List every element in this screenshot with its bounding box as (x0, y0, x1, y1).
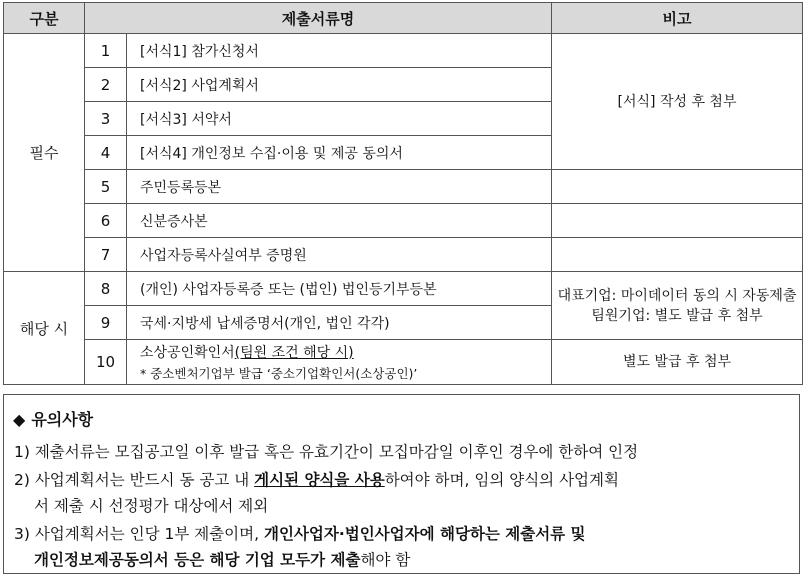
doc-name: [서식3] 서약서 (127, 102, 552, 136)
row-number: 8 (85, 272, 127, 306)
doc-name: [서식1] 참가신청서 (127, 34, 552, 68)
row-number: 2 (85, 68, 127, 102)
doc-name: 신분증사본 (127, 204, 552, 238)
table-row (4, 340, 803, 385)
documents-table (3, 2, 803, 385)
doc-sub-note: * 중소벤처기업부 발급 ‘중소기업확인서(소상공인)’ (140, 366, 418, 381)
category-if-applicable: 해당 시 (4, 272, 85, 385)
doc-name: [서식2] 사업계획서 (127, 68, 552, 102)
remark-separate: 별도 발급 후 첨부 (552, 340, 803, 385)
table-header-row (4, 3, 803, 34)
doc-name: [서식4] 개인정보 수집·이용 및 제공 동의서 (127, 136, 552, 170)
notes-box (3, 394, 800, 574)
table-row (4, 204, 803, 238)
row-number: 10 (85, 340, 127, 385)
row-number: 5 (85, 170, 127, 204)
remark-forms: [서식] 작성 후 첨부 (552, 34, 803, 170)
doc-name: (개인) 사업자등록증 또는 (법인) 법인등기부등본 (127, 272, 552, 306)
doc-name: 주민등록등본 (127, 170, 552, 204)
table-row (4, 238, 803, 272)
table-row (4, 170, 803, 204)
remark-empty (552, 170, 803, 204)
header-category: 구분 (4, 3, 85, 34)
row-number: 1 (85, 34, 127, 68)
note-item-1: 1) 제출서류는 모집공고일 이후 발급 혹은 유효기간이 모집마감일 이후인 경우에 한하여 인정 (14, 443, 639, 461)
row-number: 4 (85, 136, 127, 170)
doc-name: 국세·지방세 납세증명서(개인, 법인 각각) (127, 306, 552, 340)
header-remarks: 비고 (552, 3, 803, 34)
header-doc-name: 제출서류명 (85, 3, 552, 34)
row-number: 6 (85, 204, 127, 238)
table-row (4, 272, 803, 306)
remark-mydata-line2: 팀원기업: 별도 발급 후 첨부 (591, 307, 763, 324)
note-item-3: 3) 사업계획서는 인당 1부 제출이며, 개인사업자·법인사업자에 해당하는 제출서류 및 개인정보제공동의서 등은 해당 기업 모두가 제출해야 함 (14, 525, 586, 569)
doc-name-condition: (팀원 조건 해당 시) (234, 345, 354, 361)
doc-name: 사업자등록사실여부 증명원 (127, 238, 552, 272)
remark-empty (552, 238, 803, 272)
doc-name (127, 340, 552, 385)
row-number: 9 (85, 306, 127, 340)
notes-title: ◆ 유의사항 (13, 410, 94, 429)
remark-empty (552, 204, 803, 238)
diamond-icon: ◆ (13, 410, 26, 429)
table-row (4, 34, 803, 68)
doc-name-prefix: 소상공인확인서 (140, 345, 235, 361)
remark-mydata (552, 272, 803, 340)
row-number: 3 (85, 102, 127, 136)
category-required: 필수 (4, 34, 85, 272)
remark-mydata-line1: 대표기업: 마이데이터 동의 시 자동제출 (557, 287, 797, 304)
note-item-2: 2) 사업계획서는 반드시 동 공고 내 게시된 양식을 사용하여야 하며, 임의 양식의 사업계획 서 제출 시 선정평가 대상에서 제외 (14, 471, 619, 515)
row-number: 7 (85, 238, 127, 272)
